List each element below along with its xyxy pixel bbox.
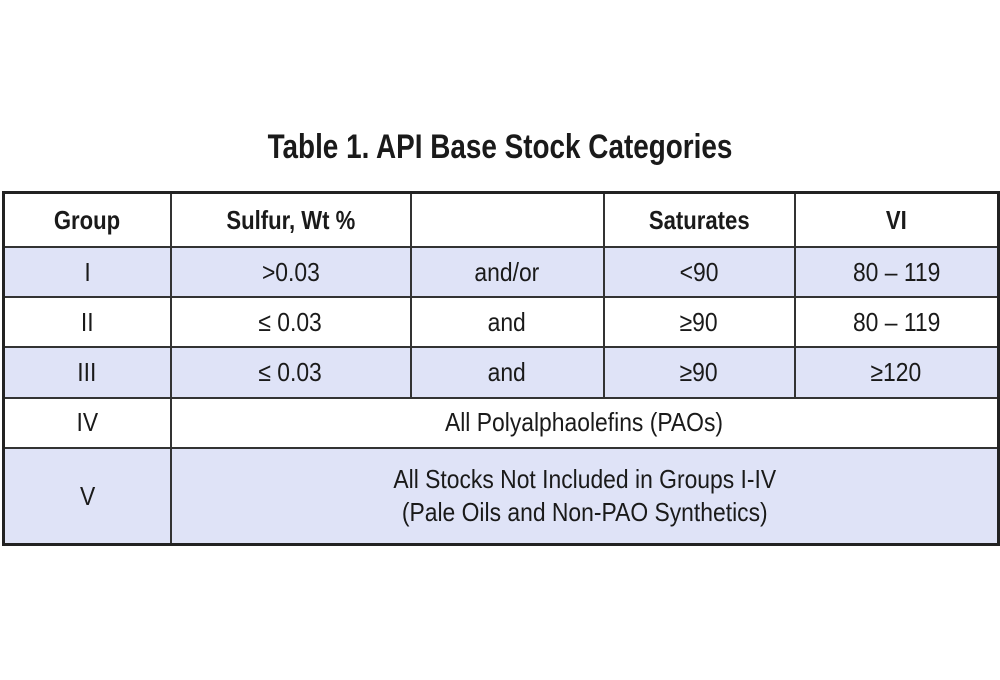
header-vi: VI (795, 193, 999, 248)
cell-group: III (4, 347, 171, 397)
cell-group: IV (4, 398, 171, 448)
table-row-group-ii (4, 297, 999, 347)
header-blank (411, 193, 604, 248)
cell-conjunction: and (411, 297, 604, 347)
cell-vi: 80 – 119 (795, 297, 999, 347)
cell-group: V (4, 448, 171, 545)
table-title: Table 1. API Base Stock Categories (267, 128, 733, 166)
header-sulfur: Sulfur, Wt % (171, 193, 411, 248)
cell-sulfur: ≤ 0.03 (171, 347, 411, 397)
cell-conjunction: and/or (411, 247, 604, 297)
api-base-stock-table (2, 191, 1000, 546)
header-group: Group (4, 193, 171, 248)
cell-sulfur: ≤ 0.03 (171, 297, 411, 347)
cell-group: II (4, 297, 171, 347)
cell-vi: 80 – 119 (795, 247, 999, 297)
cell-saturates: ≥90 (604, 297, 795, 347)
cell-group: I (4, 247, 171, 297)
table-row-group-iv (4, 398, 999, 448)
table-row-group-iii (4, 347, 999, 397)
description-line-1: All Stocks Not Included in Groups I-IV (392, 464, 776, 495)
cell-sulfur: >0.03 (171, 247, 411, 297)
cell-vi: ≥120 (795, 347, 999, 397)
table-row-group-v (4, 448, 999, 545)
cell-saturates: ≥90 (604, 347, 795, 397)
description-line-2: (Pale Oils and Non-PAO Synthetics) (401, 496, 768, 527)
cell-description: All Polyalphaolefins (PAOs) (171, 398, 999, 448)
table-header-row (4, 193, 999, 248)
cell-description (171, 448, 999, 545)
table-row-group-i (4, 247, 999, 297)
header-saturates: Saturates (604, 193, 795, 248)
cell-saturates: <90 (604, 247, 795, 297)
cell-conjunction: and (411, 347, 604, 397)
